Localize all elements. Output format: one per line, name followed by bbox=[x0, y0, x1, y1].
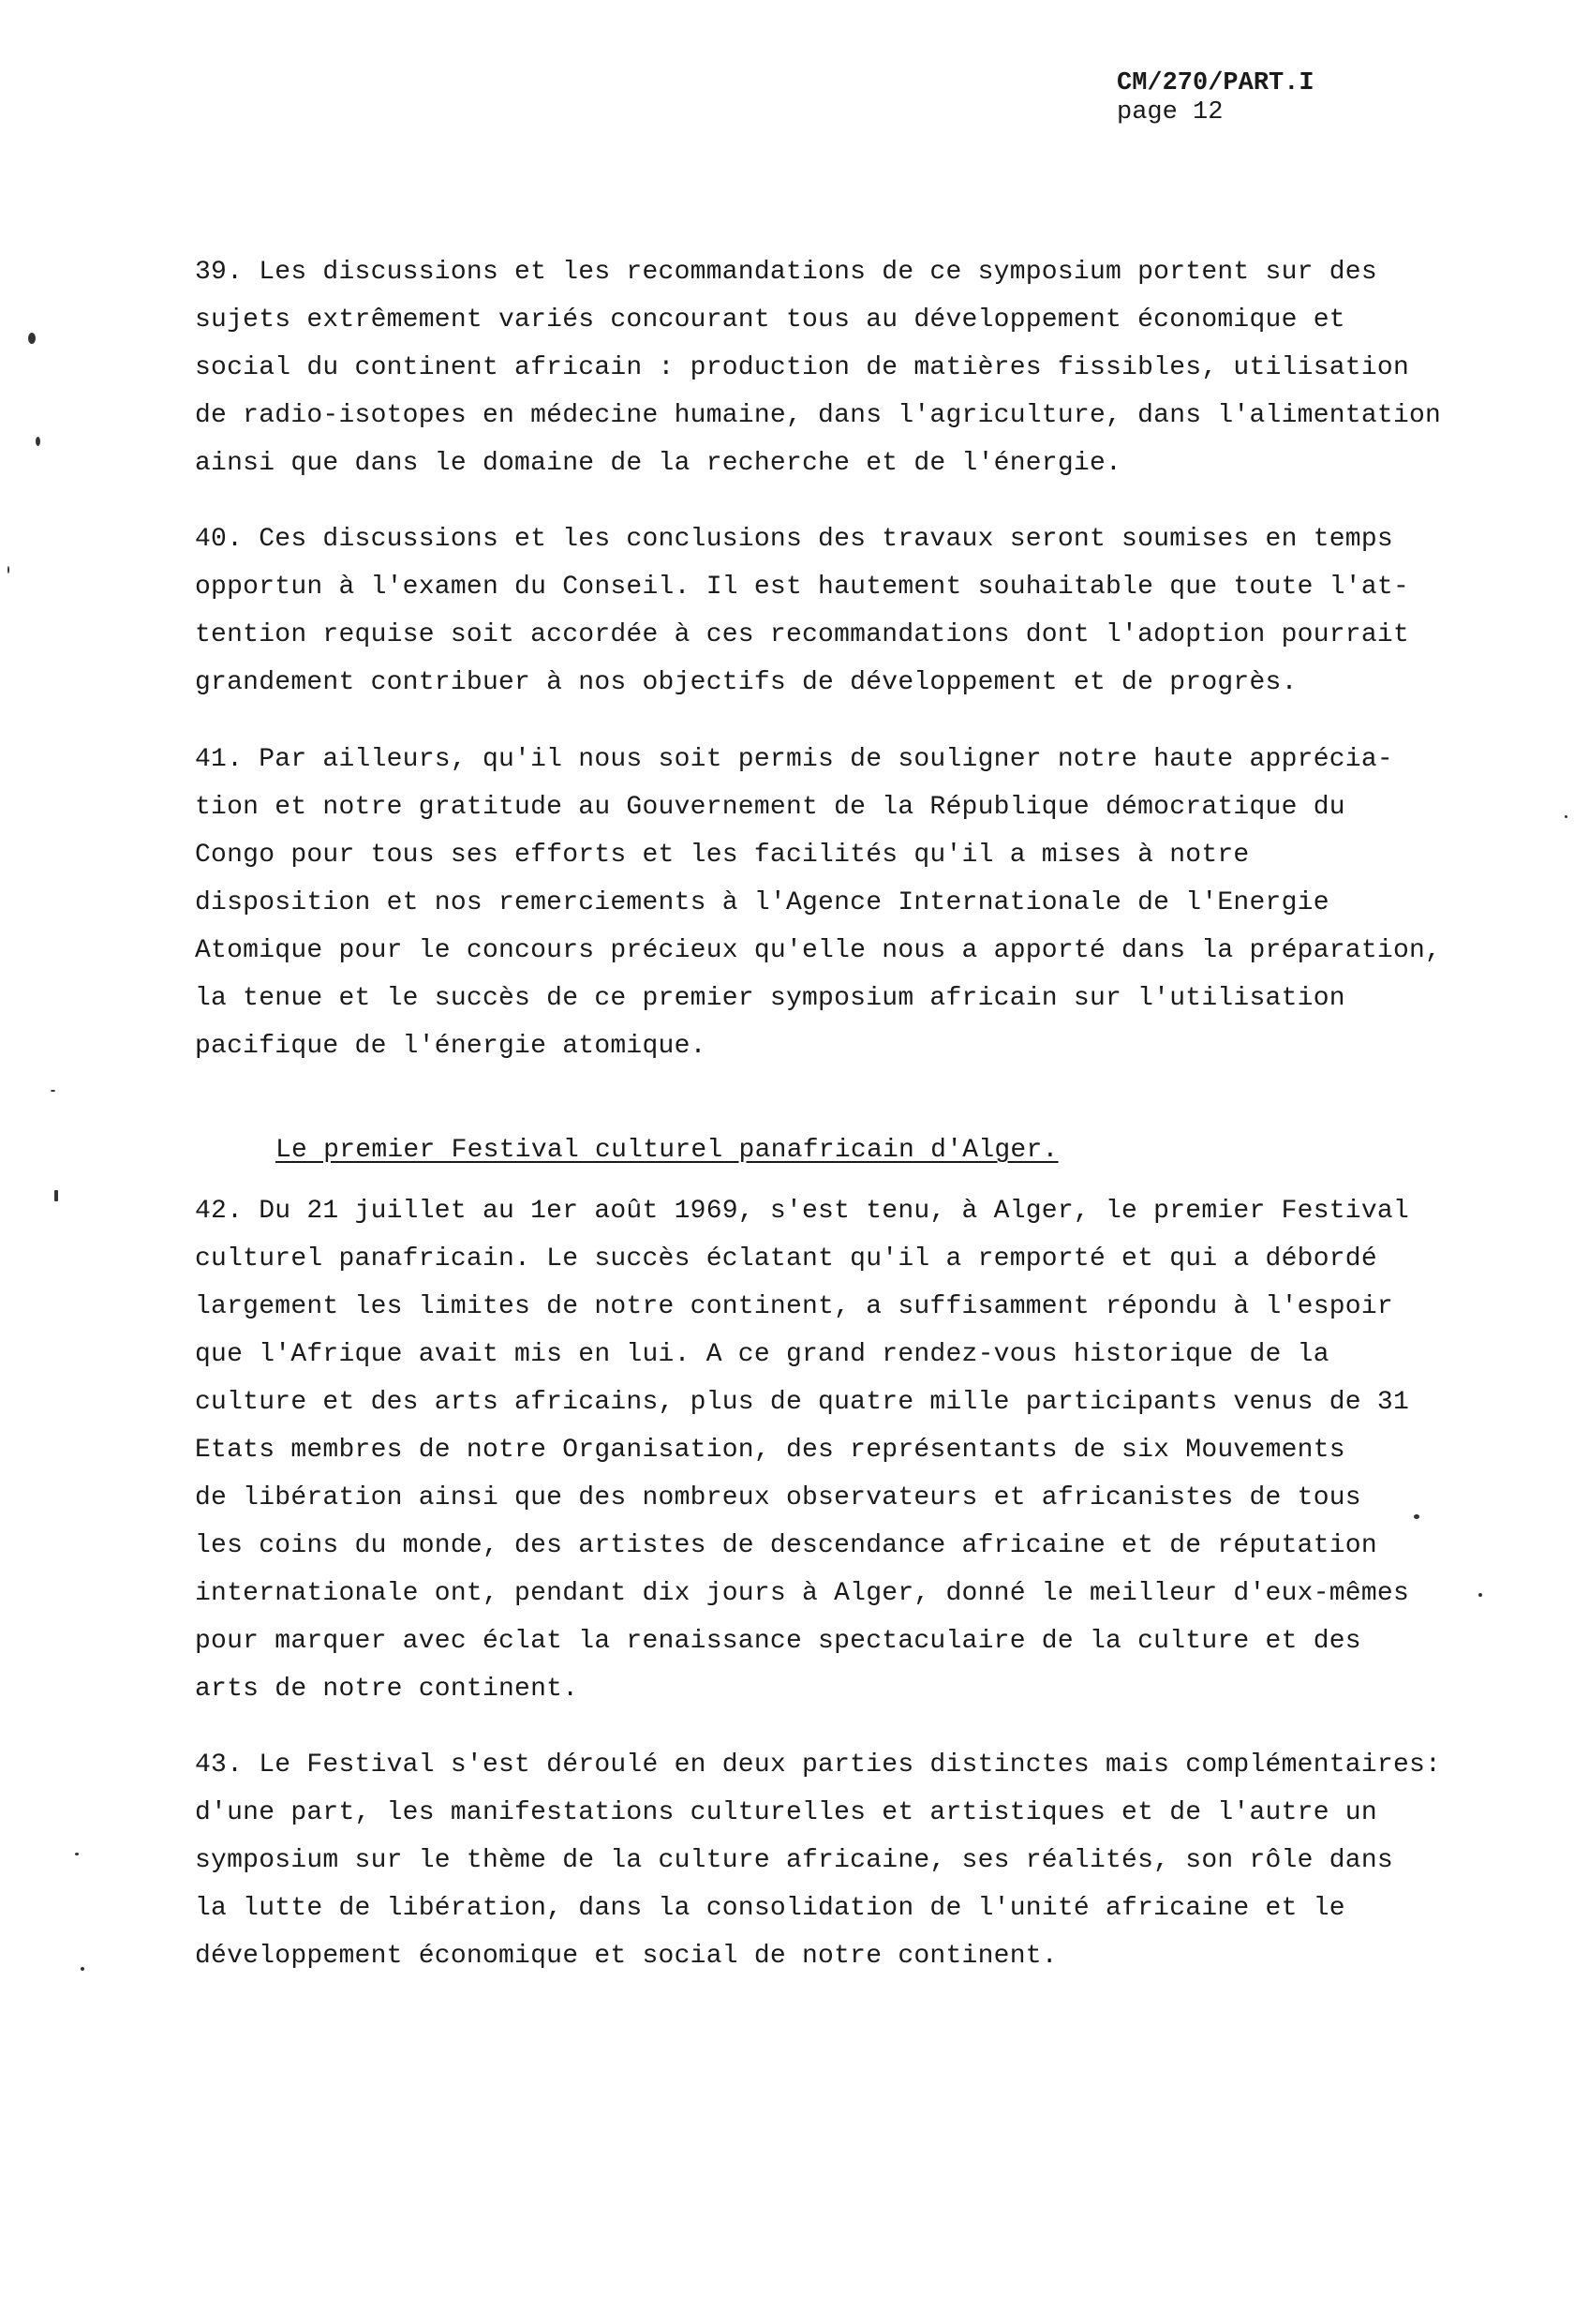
paragraph-line: culturel panafricain. Le succès éclatant qu'il a remporté et qui a débordé bbox=[195, 1244, 1377, 1274]
scan-artifact bbox=[54, 1190, 58, 1201]
paragraph-line: disposition et nos remerciements à l'Agence Internationale de l'Energie bbox=[195, 888, 1329, 917]
paragraph-line: la lutte de libération, dans la consolidation de l'unité africaine et le bbox=[195, 1894, 1345, 1923]
paragraph-line: sujets extrêmement variés concourant tous au développement économique et bbox=[195, 305, 1345, 335]
scan-artifact bbox=[1565, 815, 1567, 818]
paragraph-line: social du continent africain : production de matières fissibles, utilisation bbox=[195, 353, 1410, 382]
paragraph-line: développement économique et social de notre continent. bbox=[195, 1942, 1058, 1971]
paragraph-43 bbox=[195, 1741, 1507, 1980]
section-heading: Le premier Festival culturel panafricain d'Alger. bbox=[275, 1136, 1059, 1165]
paragraph-line: 40. Ces discussions et les conclusions des travaux seront soumises en temps bbox=[195, 525, 1393, 554]
paragraph-line: tion et notre gratitude au Gouvernement de la République démocratique du bbox=[195, 793, 1345, 822]
paragraph-line: de libération ainsi que des nombreux observateurs et africanistes de tous bbox=[195, 1483, 1361, 1512]
paragraph-line: 43. Le Festival s'est déroulé en deux parties distinctes mais complémentaires: bbox=[195, 1750, 1442, 1780]
paragraph-line: largement les limites de notre continent, a suffisamment répondu à l'espoir bbox=[195, 1292, 1393, 1321]
paragraph-line: d'une part, les manifestations culturelles et artistiques et de l'autre un bbox=[195, 1798, 1377, 1827]
paragraph-line: Atomique pour le concours précieux qu'elle nous a apporté dans la préparation, bbox=[195, 936, 1442, 965]
paragraph-line: 41. Par ailleurs, qu'il nous soit permis de souligner notre haute apprécia- bbox=[195, 745, 1393, 774]
page-header bbox=[1117, 69, 1314, 127]
scan-artifact bbox=[1414, 1514, 1419, 1519]
paragraph-42 bbox=[195, 1187, 1507, 1713]
paragraph-line: opportun à l'examen du Conseil. Il est hautement souhaitable que toute l'at- bbox=[195, 573, 1410, 602]
paragraph-line: arts de notre continent. bbox=[195, 1675, 579, 1704]
scan-artifact bbox=[1478, 1593, 1482, 1597]
paragraph-line: symposium sur le thème de la culture africaine, ses réalités, son rôle dans bbox=[195, 1846, 1393, 1875]
paragraph-line: ainsi que dans le domaine de la recherche et de l'énergie. bbox=[195, 449, 1122, 478]
paragraph-line: tention requise soit accordée à ces recommandations dont l'adoption pourrait bbox=[195, 620, 1410, 649]
scan-artifact bbox=[75, 1853, 79, 1855]
paragraph-line: 42. Du 21 juillet au 1er août 1969, s'est tenu, à Alger, le premier Festival bbox=[195, 1197, 1410, 1226]
paragraph-39 bbox=[195, 248, 1507, 487]
paragraph-line: pacifique de l'énergie atomique. bbox=[195, 1032, 706, 1061]
paragraph-line: 39. Les discussions et les recommandations de ce symposium portent sur des bbox=[195, 258, 1377, 287]
paragraph-line: Etats membres de notre Organisation, des représentants de six Mouvements bbox=[195, 1436, 1345, 1465]
scan-artifact bbox=[36, 437, 40, 446]
paragraph-line: que l'Afrique avait mis en lui. A ce grand rendez-vous historique de la bbox=[195, 1340, 1329, 1369]
paragraph-line: les coins du monde, des artistes de descendance africaine et de réputation bbox=[195, 1531, 1377, 1560]
paragraph-line: pour marquer avec éclat la renaissance spectaculaire de la culture et des bbox=[195, 1627, 1361, 1656]
paragraph-line: la tenue et le succès de ce premier symposium africain sur l'utilisation bbox=[195, 984, 1345, 1013]
scan-artifact bbox=[51, 1090, 55, 1092]
paragraph-line: Congo pour tous ses efforts et les facilités qu'il a mises à notre bbox=[195, 841, 1250, 870]
page-number: page 12 bbox=[1117, 98, 1224, 127]
paragraph-line: internationale ont, pendant dix jours à Alger, donné le meilleur d'eux-mêmes bbox=[195, 1579, 1410, 1608]
paragraph-40 bbox=[195, 515, 1507, 707]
document-reference: CM/270/PART.I bbox=[1117, 69, 1314, 97]
scan-artifact bbox=[81, 1967, 84, 1971]
paragraph-41 bbox=[195, 736, 1507, 1070]
scan-artifact bbox=[7, 566, 9, 574]
paragraph-line: grandement contribuer à nos objectifs de développement et de progrès. bbox=[195, 668, 1298, 697]
scan-artifact bbox=[28, 333, 36, 344]
paragraph-line: culture et des arts africains, plus de quatre mille participants venus de 31 bbox=[195, 1388, 1410, 1417]
paragraph-line: de radio-isotopes en médecine humaine, dans l'agriculture, dans l'alimentation bbox=[195, 401, 1442, 430]
